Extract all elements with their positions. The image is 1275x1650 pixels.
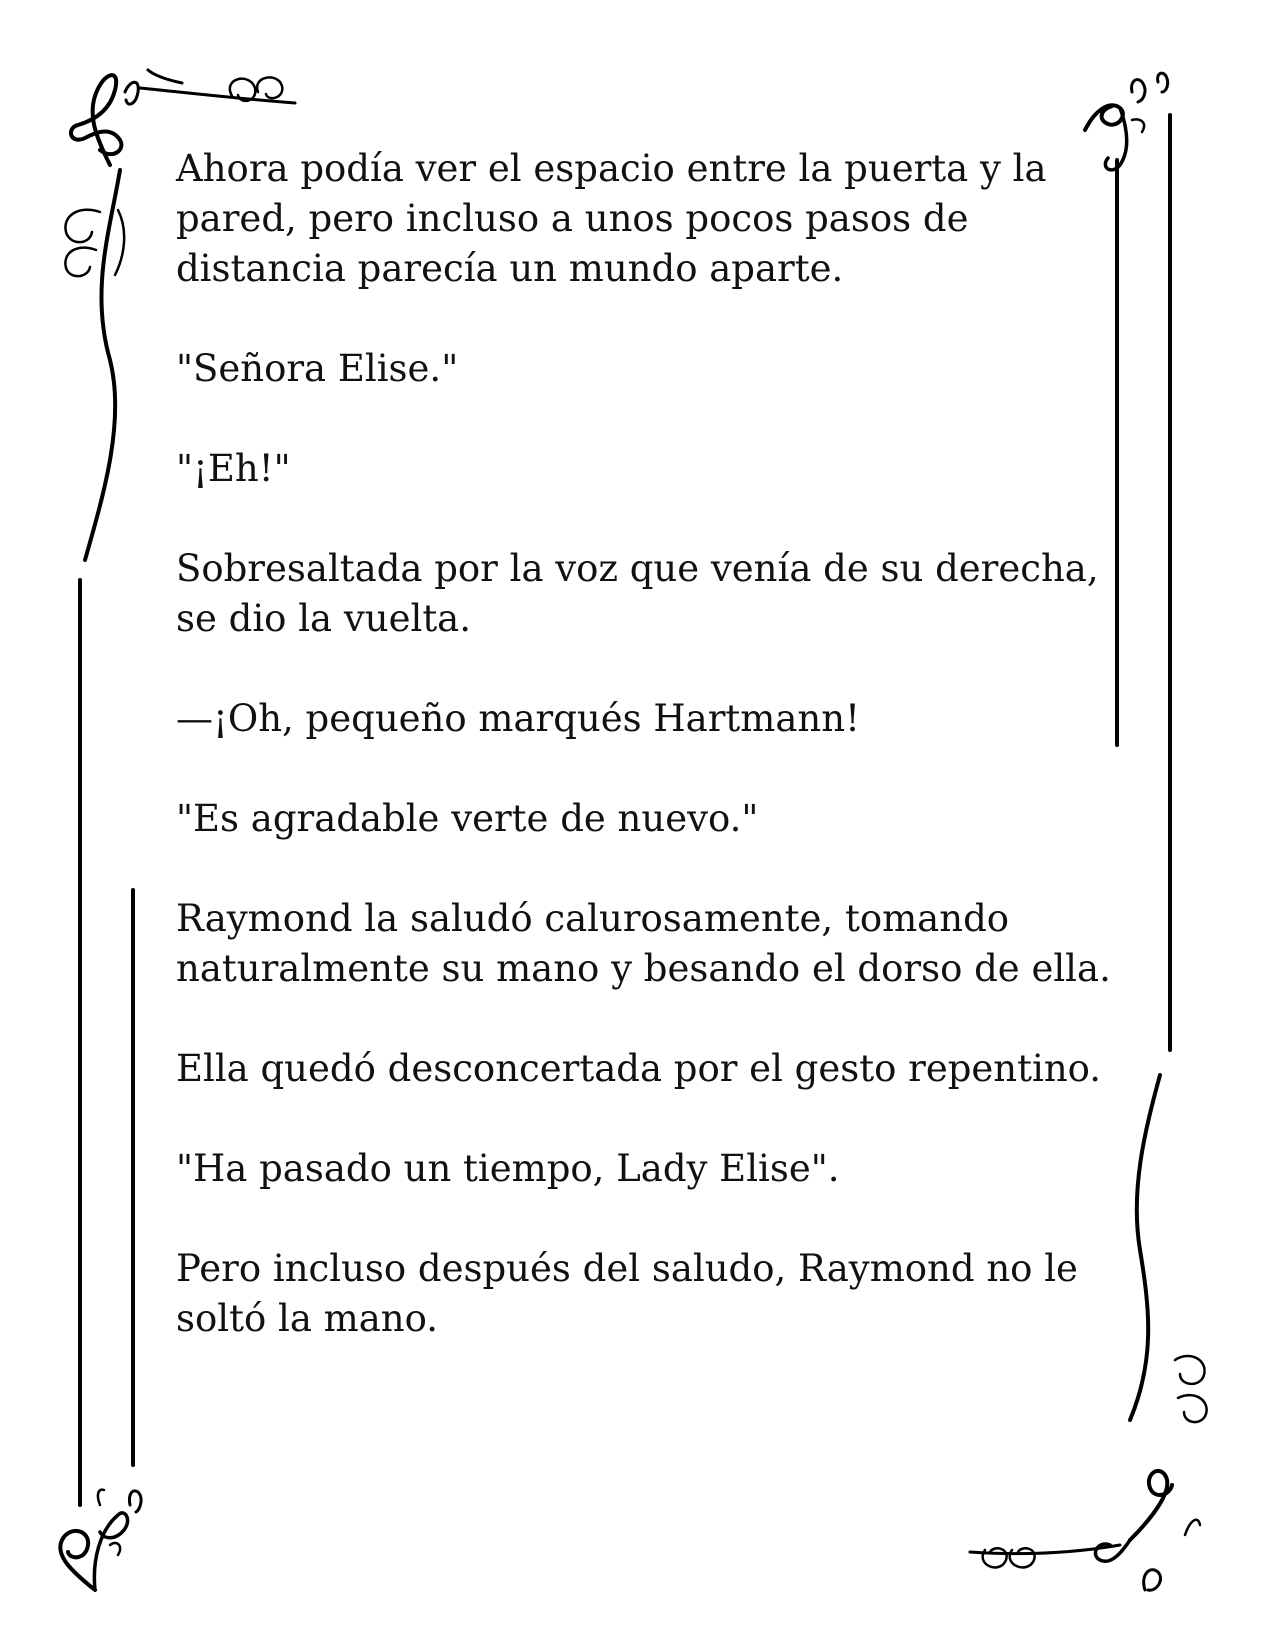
body-text <box>176 144 1116 1394</box>
paragraph: Ahora podía ver el espacio entre la puerta y la pared, pero incluso a unos pocos pasos de distancia parecía un mundo aparte. <box>176 147 1047 290</box>
paragraph: "Ha pasado un tiempo, Lady Elise". <box>176 1147 840 1190</box>
paragraph: Pero incluso después del saludo, Raymond no le soltó la mano. <box>176 1247 1078 1340</box>
paragraph: —¡Oh, pequeño marqués Hartmann! <box>176 697 860 740</box>
flourish-bottom-left-icon <box>60 1490 141 1590</box>
paragraph: Ella quedó desconcertada por el gesto repentino. <box>176 1047 1102 1090</box>
paragraph: "Señora Elise." <box>176 347 459 390</box>
paragraph: "¡Eh!" <box>176 447 291 490</box>
paragraph: Raymond la saludó calurosamente, tomando naturalmente su mano y besando el dorso de ella. <box>176 897 1111 990</box>
paragraph: "Es agradable verte de nuevo." <box>176 797 759 840</box>
paragraph: Sobresaltada por la voz que venía de su derecha, se dio la vuelta. <box>176 547 1099 640</box>
